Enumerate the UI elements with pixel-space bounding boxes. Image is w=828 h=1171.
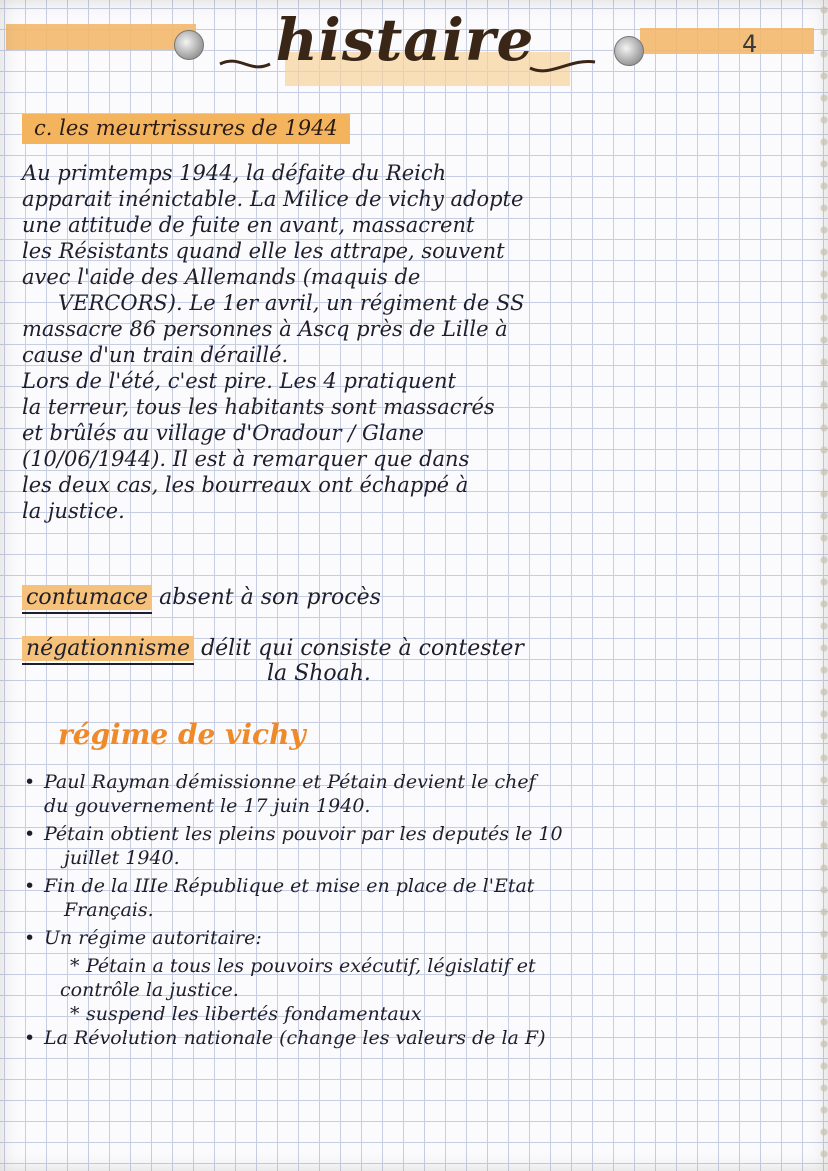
definition-negationnisme — [22, 636, 524, 686]
list-item-line: Français. — [64, 899, 154, 921]
paragraph-line: Lors de l'été, c'est pire. Les 4 pratiquent — [22, 369, 456, 393]
definition-contumace — [22, 585, 381, 610]
definition-text: la Shoah. — [267, 661, 371, 686]
list-item-line: contrôle la justice. — [60, 979, 239, 1001]
section-heading: c. les meurtrissures de 1944 — [22, 114, 350, 144]
washi-tape-right — [640, 28, 814, 54]
paragraph-line: VERCORS). Le 1er avril, un régiment de SS — [58, 291, 525, 315]
paragraph-line: avec l'aide des Allemands (maquis de — [22, 265, 421, 289]
list-item — [22, 822, 802, 870]
sub-list-item — [22, 954, 802, 1002]
subsection-heading: régime de vichy — [58, 718, 306, 751]
list-item-line: * Pétain a tous les pouvoirs exécutif, législatif et — [86, 955, 536, 977]
list-item-line: juillet 1940. — [64, 847, 180, 869]
list-item — [22, 926, 802, 950]
paragraph-line: les deux cas, les bourreaux ont échappé à — [22, 473, 469, 497]
paragraph-line: apparait inénictable. La Milice de vichy adopte — [22, 187, 524, 211]
page-edge-holes — [814, 0, 828, 1171]
list-item-line: • Un régime autoritaire: — [44, 927, 262, 949]
paragraph-line: cause d'un train déraillé. — [22, 343, 289, 367]
paragraph-line: et brûlés au village d'Oradour / Glane — [22, 421, 424, 445]
list-item — [22, 874, 802, 922]
washi-tape-left — [6, 24, 196, 50]
paragraph-line: les Résistants quand elle les attrape, souvent — [22, 239, 505, 263]
page-title: histaire — [275, 6, 535, 74]
ring-sticker-right — [614, 36, 644, 66]
page-number: 4 — [742, 30, 758, 58]
definition-term: contumace — [22, 585, 152, 610]
sub-list-item — [22, 1002, 802, 1026]
paragraph-line: massacre 86 personnes à Ascq près de Lille à — [22, 317, 508, 341]
definition-term: négationnisme — [22, 636, 194, 661]
list-item-line: du gouvernement le 17 juin 1940. — [44, 795, 371, 817]
list-item-line: • Pétain obtient les pleins pouvoir par les deputés le 10 — [44, 823, 563, 845]
list-item — [22, 770, 802, 818]
definition-text: absent à son procès — [159, 585, 381, 610]
definition-text: délit qui consiste à contester — [201, 636, 524, 661]
paragraph-line: la terreur, tous les habitants sont massacrés — [22, 395, 495, 419]
list-item — [22, 1026, 802, 1050]
bullet-list — [22, 770, 802, 1054]
paragraph-line: Au primtemps 1944, la défaite du Reich — [22, 161, 447, 185]
paragraph-line: la justice. — [22, 499, 125, 523]
paragraph-line: (10/06/1944). Il est à remarquer que dans — [22, 447, 470, 471]
section-paragraph — [22, 160, 792, 524]
list-item-line: • Paul Rayman démissionne et Pétain devient le chef — [44, 771, 536, 793]
list-item-line: • Fin de la IIIe République et mise en place de l'Etat — [44, 875, 535, 897]
paragraph-line: une attitude de fuite en avant, massacrent — [22, 213, 475, 237]
list-item-line: • La Révolution nationale (change les valeurs de la F) — [44, 1027, 546, 1049]
list-item-line: * suspend les libertés fondamentaux — [86, 1003, 422, 1025]
